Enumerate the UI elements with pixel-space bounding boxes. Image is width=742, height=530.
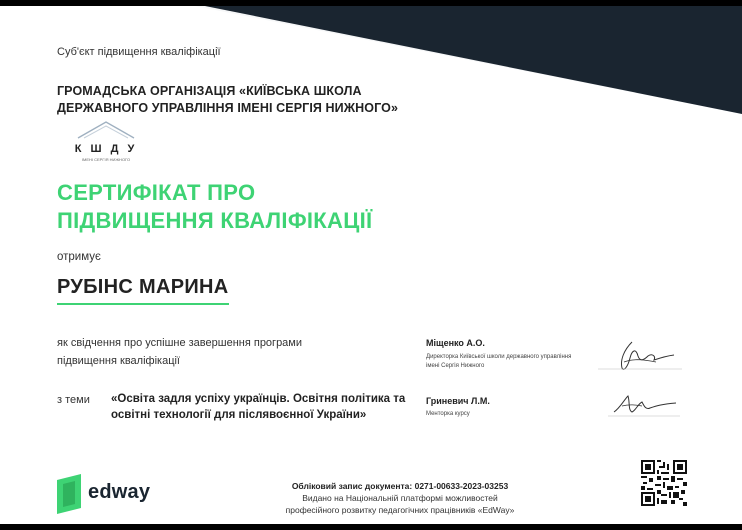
certificate-title [57,179,372,235]
record-line-3: професійного розвитку педагогічних працівників «EdWay» [285,505,515,515]
signature-2-image [606,390,682,420]
signatory-1-name: Міщенко А.О. [426,338,485,348]
record-number: 0271-00633-2023-03253 [414,481,509,491]
signatory-2-role: Менторка курсу [426,411,470,417]
record-line-2: Видано на Національній платформі можливостей [302,493,498,503]
signature-1-image [594,338,684,374]
document-record [240,480,560,516]
subject-label: Суб'єкт підвищення кваліфікації [57,46,221,58]
recipient-name: РУБІНС МАРИНА [57,276,229,305]
description-text: як свідчення про успішне завершення програми підвищення кваліфікації [57,337,303,367]
logo-subtitle: ІМЕНІ СЕРГІЯ НИЖНОГО [81,157,131,162]
title-line-2: ПІДВИЩЕННЯ КВАЛІФІКАЦІЇ [57,208,373,233]
topic-text: «Освіта задля успіху українців. Освітня політика та освітні технології для післявоєнної України» [111,393,406,421]
receives-label: отримує [57,251,101,263]
signatory-1-role: Директорка Київської школи державного управління імені Сергія Нижного [426,354,572,369]
certificate [0,6,742,524]
edway-brand-name: edway [88,481,151,503]
topic-label: з теми [57,394,90,406]
organization-name: ГРОМАДСЬКА ОРГАНІЗАЦІЯ «КИЇВСЬКА ШКОЛА ДЕРЖАВНОГО УПРАВЛІННЯ ІМЕНІ СЕРГІЯ НИЖНОГО» [57,84,399,115]
record-label: Обліковий запис документа: [291,481,413,491]
title-line-1: СЕРТИФІКАТ ПРО [57,180,256,205]
kshdu-logo [66,116,146,166]
signatory-2-name: Гриневич Л.М. [426,396,490,406]
qr-code [641,460,687,506]
logo-letters: К Ш Д У [74,143,138,155]
